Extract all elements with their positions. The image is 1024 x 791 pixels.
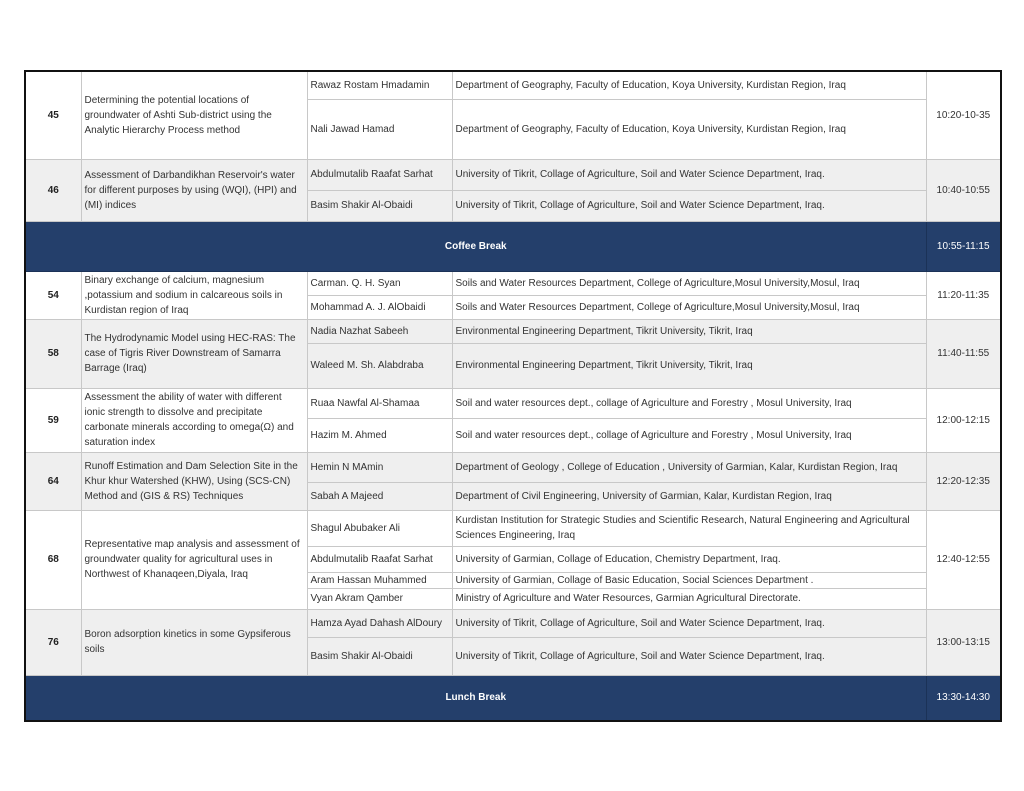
paper-row	[25, 271, 1001, 295]
paper-title: Runoff Estimation and Dam Selection Site in the Khur khur Watershed (KHW), Using (SCS-CN) Method and (GIS & RS) Techniques	[81, 452, 307, 510]
author-affiliation: Soil and water resources dept., collage of Agriculture and Forestry , Mosul University, Iraq	[452, 388, 926, 418]
author-name: Nadia Nazhat Sabeeh	[307, 319, 452, 343]
paper-row	[25, 159, 1001, 190]
session-time: 11:40-11:55	[926, 319, 1001, 388]
author-affiliation: Environmental Engineering Department, Tikrit University, Tikrit, Iraq	[452, 319, 926, 343]
session-time: 12:20-12:35	[926, 452, 1001, 510]
paper-title: The Hydrodynamic Model using HEC-RAS: The case of Tigris River Downstream of Samarra Barrage (Iraq)	[81, 319, 307, 388]
author-name: Basim Shakir Al-Obaidi	[307, 637, 452, 675]
session-time: 10:20-10-35	[926, 71, 1001, 159]
session-time: 13:00-13:15	[926, 609, 1001, 675]
paper-id: 76	[25, 609, 81, 675]
paper-id: 54	[25, 271, 81, 319]
paper-id: 58	[25, 319, 81, 388]
author-name: Hazim M. Ahmed	[307, 418, 452, 452]
paper-title: Binary exchange of calcium, magnesium ,potassium and sodium in calcareous soils in Kurdistan region of Iraq	[81, 271, 307, 319]
lunch-break-label: Lunch Break	[25, 675, 926, 721]
author-name: Aram Hassan Muhammed	[307, 572, 452, 588]
author-name: Basim Shakir Al-Obaidi	[307, 190, 452, 221]
author-affiliation: Department of Geography, Faculty of Education, Koya University, Kurdistan Region, Iraq	[452, 71, 926, 99]
author-affiliation: Soil and water resources dept., collage of Agriculture and Forestry , Mosul University, Iraq	[452, 418, 926, 452]
paper-title: Representative map analysis and assessment of groundwater quality for agricultural uses in Northwest of Khanaqeen,Diyala, Iraq	[81, 510, 307, 609]
author-affiliation: Department of Civil Engineering, University of Garmian, Kalar, Kurdistan Region, Iraq	[452, 482, 926, 510]
author-affiliation: Department of Geography, Faculty of Education, Koya University, Kurdistan Region, Iraq	[452, 99, 926, 159]
author-name: Vyan Akram Qamber	[307, 588, 452, 609]
paper-id: 45	[25, 71, 81, 159]
author-affiliation: Environmental Engineering Department, Tikrit University, Tikrit, Iraq	[452, 343, 926, 388]
coffee-break-label: Coffee Break	[25, 221, 926, 271]
author-affiliation: University of Tikrit, Collage of Agriculture, Soil and Water Science Department, Iraq.	[452, 190, 926, 221]
author-affiliation: Kurdistan Institution for Strategic Studies and Scientific Research, Natural Engineering and Agricultural Sciences Engineering, Iraq	[452, 510, 926, 546]
lunch-break-row	[25, 675, 1001, 721]
author-affiliation: University of Tikrit, Collage of Agriculture, Soil and Water Science Department, Iraq.	[452, 159, 926, 190]
author-affiliation: Department of Geology , College of Education , University of Garmian, Kalar, Kurdistan Region, Iraq	[452, 452, 926, 482]
paper-title: Determining the potential locations of groundwater of Ashti Sub-district using the Analytic Hierarchy Process method	[81, 71, 307, 159]
author-name: Hemin N MAmin	[307, 452, 452, 482]
paper-id: 64	[25, 452, 81, 510]
paper-row	[25, 609, 1001, 637]
paper-id: 68	[25, 510, 81, 609]
author-affiliation: University of Tikrit, Collage of Agriculture, Soil and Water Science Department, Iraq.	[452, 637, 926, 675]
author-affiliation: Soils and Water Resources Department, College of Agriculture,Mosul University,Mosul, Iraq	[452, 271, 926, 295]
author-name: Mohammad A. J. AlObaidi	[307, 295, 452, 319]
author-affiliation: Ministry of Agriculture and Water Resources, Garmian Agricultural Directorate.	[452, 588, 926, 609]
coffee-break-time: 10:55-11:15	[926, 221, 1001, 271]
author-affiliation: University of Garmian, Collage of Education, Chemistry Department, Iraq.	[452, 546, 926, 572]
author-name: Ruaa Nawfal Al-Shamaa	[307, 388, 452, 418]
session-time: 11:20-11:35	[926, 271, 1001, 319]
lunch-break-time: 13:30-14:30	[926, 675, 1001, 721]
paper-row	[25, 71, 1001, 99]
author-name: Carman. Q. H. Syan	[307, 271, 452, 295]
author-name: Sabah A Majeed	[307, 482, 452, 510]
author-name: Hamza Ayad Dahash AlDoury	[307, 609, 452, 637]
author-name: Abdulmutalib Raafat Sarhat	[307, 159, 452, 190]
coffee-break-row	[25, 221, 1001, 271]
author-name: Shagul Abubaker Ali	[307, 510, 452, 546]
author-name: Abdulmutalib Raafat Sarhat	[307, 546, 452, 572]
paper-title: Boron adsorption kinetics in some Gypsiferous soils	[81, 609, 307, 675]
paper-id: 59	[25, 388, 81, 452]
schedule-table	[24, 70, 1002, 722]
author-name: Rawaz Rostam Hmadamin	[307, 71, 452, 99]
paper-title: Assessment the ability of water with different ionic strength to dissolve and precipitate carbonate minerals according to omega(Ω) and saturation index	[81, 388, 307, 452]
author-affiliation: Soils and Water Resources Department, College of Agriculture,Mosul University,Mosul, Iraq	[452, 295, 926, 319]
session-time: 10:40-10:55	[926, 159, 1001, 221]
author-name: Nali Jawad Hamad	[307, 99, 452, 159]
session-time: 12:40-12:55	[926, 510, 1001, 609]
author-affiliation: University of Garmian, Collage of Basic Education, Social Sciences Department .	[452, 572, 926, 588]
paper-row	[25, 510, 1001, 546]
session-time: 12:00-12:15	[926, 388, 1001, 452]
author-affiliation: University of Tikrit, Collage of Agriculture, Soil and Water Science Department, Iraq.	[452, 609, 926, 637]
paper-row	[25, 452, 1001, 482]
paper-row	[25, 319, 1001, 343]
author-name: Waleed M. Sh. Alabdraba	[307, 343, 452, 388]
paper-title: Assessment of Darbandikhan Reservoir's water for different purposes by using (WQI), (HPI) and (MI) indices	[81, 159, 307, 221]
paper-row	[25, 388, 1001, 418]
paper-id: 46	[25, 159, 81, 221]
